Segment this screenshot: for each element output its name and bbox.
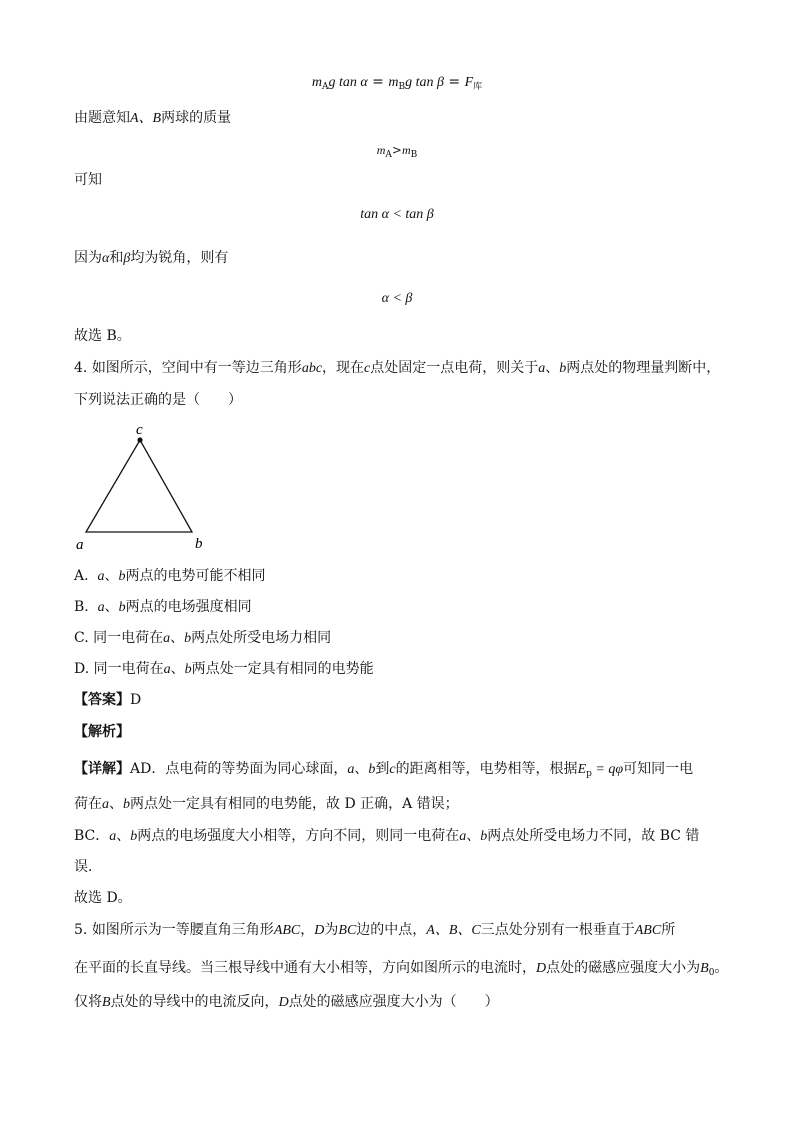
question-4-stem: 4. 如图所示，空间中有一等边三角形abc，现在c点处固定一点电荷，则关于a、b两点处的物理量判断中，	[74, 360, 721, 376]
option-c: C. 同一电荷在a、b两点处所受电场力相同	[74, 630, 332, 646]
detail-line-2: 荷在a、b两点处一定具有相同的电势能，故 D 正确，A 错误；	[74, 796, 459, 812]
answer-line: 【答案】D	[74, 692, 142, 708]
text-known-mass: 由题意知A、B两球的质量	[74, 110, 232, 126]
option-b: B. a、b两点的电场强度相同	[74, 599, 252, 615]
label-c: c	[136, 422, 143, 438]
question-5-line1: 5. 如图所示为一等腰直角三角形ABC，D为BC边的中点，A、B、C三点处分别有一根垂直于ABC所	[74, 922, 676, 938]
analysis-tag: 【解析】	[74, 724, 130, 740]
text-choose-b: 故选 B。	[74, 328, 131, 344]
text-therefore: 可知	[74, 172, 102, 188]
option-a: A. a、b两点的电势可能不相同	[74, 568, 266, 584]
option-d: D. 同一电荷在a、b两点处一定具有相同的电势能	[74, 661, 374, 677]
question-5-line3: 仅将B点处的导线中的电流反向，D点处的磁感应强度大小为（ ）	[74, 994, 499, 1010]
label-b: b	[195, 536, 203, 552]
detail-line-3: BC．a、b两点的电场强度大小相等，方向不同，则同一电荷在a、b两点处所受电场力不同，故 BC 错	[74, 828, 700, 844]
detail-line-4: 误．	[74, 859, 102, 875]
equation-tan-compare: tan α < tan β	[360, 207, 434, 222]
question-4-stem-line2: 下列说法正确的是（ ）	[74, 392, 242, 408]
point-charge-c	[137, 437, 142, 442]
question-5-line2: 在平面的长直导线。当三根导线中通有大小相等，方向如图所示的电流时，D点处的磁感应强度大小为$B_0$。	[74, 960, 729, 978]
label-a: a	[76, 537, 84, 553]
equation-mass-compare: $m_A>m_B$	[376, 143, 418, 160]
text-choose-d: 故选 D。	[74, 890, 132, 906]
triangle-abc	[86, 440, 192, 532]
triangle-figure	[74, 420, 214, 558]
equation-forces: $m_Ag$ $\tan \alpha = m_Bg$ $\tan \beta = F_库$	[311, 74, 483, 92]
detail-line-1: 【详解】AD．点电荷的等势面为同心球面，a、b到c的距离相等，电势相等，根据$E_p = q\varphi$可知同一电	[74, 761, 694, 779]
text-acute-angles: 因为α和β均为锐角，则有	[74, 250, 229, 266]
equation-angle-compare: α < β	[381, 291, 413, 306]
